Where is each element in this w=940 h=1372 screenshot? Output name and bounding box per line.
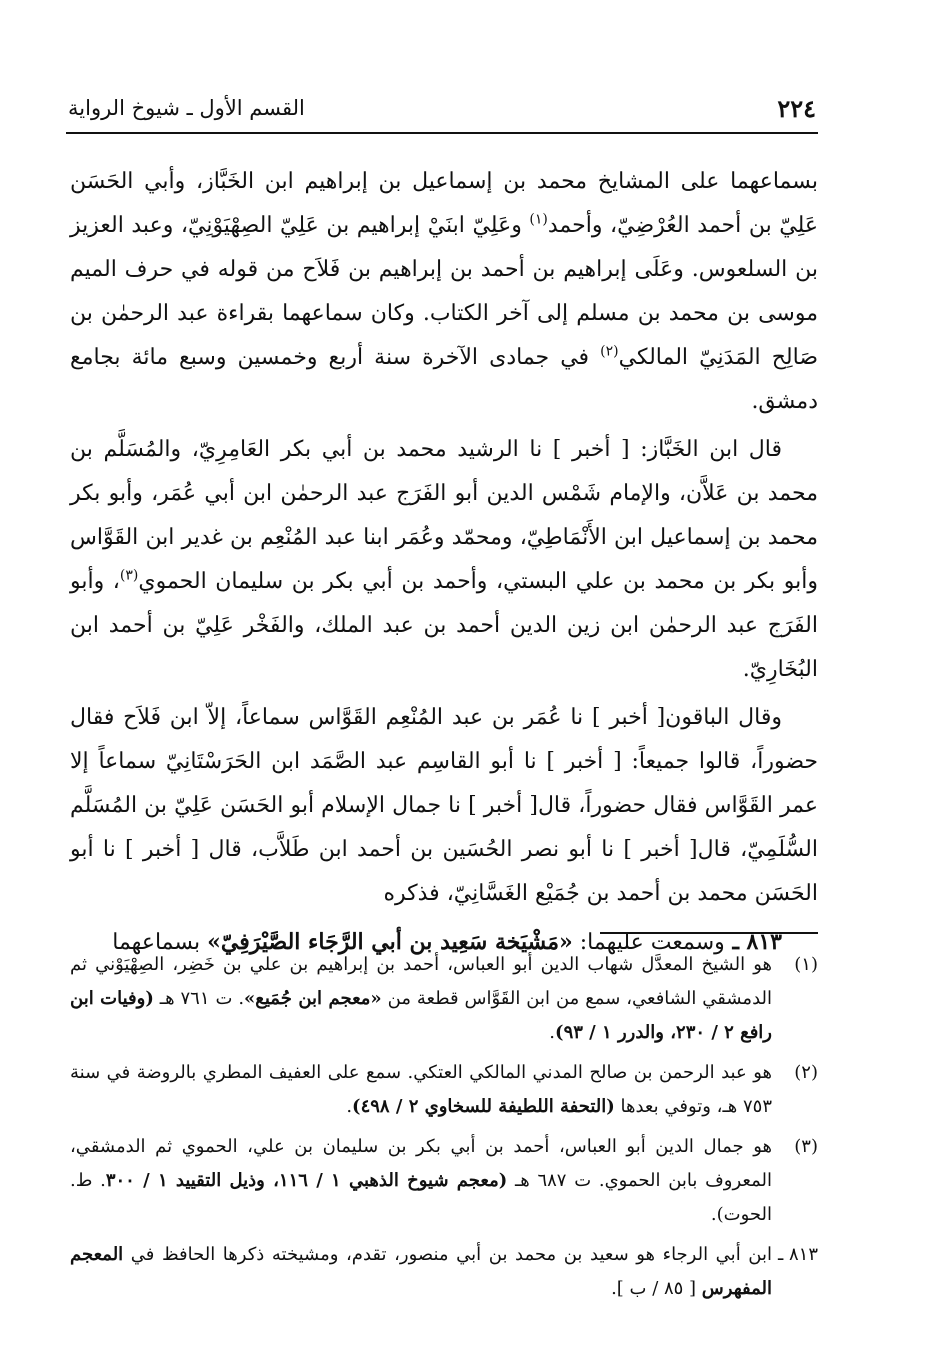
footnote-4-source-title: المعجم المفهرس [70, 1244, 772, 1299]
footnote-divider [600, 932, 818, 934]
paragraph-2 [70, 428, 818, 692]
footnote-2 [70, 1056, 818, 1124]
footnote-2-marker: (٢) [794, 1062, 818, 1083]
footnote-3-part-b: . ط. الحوت). [70, 1170, 772, 1225]
footnote-2-references: (التحفة اللطيفة للسخاوي ٢ / ٤٩٨) [352, 1096, 615, 1117]
footnote-3-references: (معجم شيوخ الذهبي ١ / ١١٦، وذيل التقييد ١ / ٣٠٠ [105, 1170, 508, 1191]
footnote-3-text [70, 1130, 772, 1232]
running-title: القسم الأول ـ شيوخ الرواية [68, 96, 305, 120]
paragraph-2-part-b: ، وأبو الفَرَج عبد الرحمٰن ابن زين الدين أحمد بن عبد الملك، والفَخْر عَلِيّ بن أحمد ابن البُخَارِيّ. [70, 569, 818, 682]
footnote-1 [70, 948, 818, 1050]
paragraph-1-part-c: في جمادى الآخرة سنة أربع وخمسين وسبع مائة بجامع دمشق. [70, 345, 818, 414]
footnote-3 [70, 1130, 818, 1232]
footnote-1-marker: (١) [794, 954, 818, 975]
footnotes [70, 948, 818, 1312]
footnote-1-part-b: . ت ٧٦١ هـ [153, 988, 245, 1009]
footnote-4 [70, 1238, 818, 1306]
footnote-1-source-title: «معجم ابن جُمَيع» [244, 988, 382, 1009]
entry-tail: بسماعهما [112, 930, 208, 955]
footnote-4-part-b: [ ٨٥ / ب ]. [611, 1278, 702, 1299]
paragraph-2-part-a: قال ابن الخَبَّاز: [ أخبر ] نا الرشيد محمد بن أبي بكر العَامِرِيّ، والمُسَلَّم بن محمد بن عَلاَّن، والإمام شَمْس الدين أبو الفَرَج عبد الرحمٰن ابن أبي عُمَر، وأبو بكر محمد بن إسماعيل ابن الأَنْمَاطِيّ، ومحمّد وعُمَر ابنا عبد المُنْعِم بن غدير ابن القَوَّاس وأبو بكر بن محمد بن علي البستي، وأحمد بن أبي بكر بن سليمان الحموي [70, 437, 818, 594]
paragraph-3: وقال الباقون[ أخبر ] نا عُمَر بن عبد المُنْعِم القَوَّاس سماعاً، إلاّ ابن فَلاَح فقال حضوراً، قالوا جميعاً: [ أخبر ] نا أبو القاسِم عبد الصَّمَد ابن الحَرَسْتَانِيّ سماعاً إلا عمر القَوَّاس فقال حضوراً، قال[ أخبر ] نا جمال الإسلام أبو الحَسَن عَلِيّ بن المُسَلَّم السُّلَمِيّ، قال[ أخبر ] نا أبو نصر الحُسَين بن أحمد ابن طَلاَّب، قال [ أخبر ] نا أبو الحَسَن محمد بن أحمد بن جُمَيْع الغَسَّانِيّ، فذكره [70, 705, 819, 906]
main-text [70, 160, 818, 969]
footnote-ref-3: (٣) [119, 567, 139, 584]
page-header [66, 92, 818, 134]
footnote-1-references: (وفيات ابن رافع ٢ / ٢٣٠، والدرر ١ / ٩٣) [70, 988, 772, 1043]
footnote-4-marker: ٨١٣ ـ [777, 1244, 818, 1265]
paragraph-1-part-a: بسماعهما على المشايخ محمد بن إسماعيل بن إبراهيم ابن الخَبَّاز، وأبي الحَسَن عَلِيّ بن أحمد العُرْضِيّ، وأحمد [70, 169, 818, 238]
footnote-ref-1: (١) [529, 211, 548, 228]
footnote-4-part-a: ابن أبي الرجاء هو سعيد بن محمد بن أبي منصور، تقدم، ومشيخته ذكرها الحافظ في [123, 1244, 772, 1265]
footnote-ref-2: (٢) [600, 343, 619, 360]
footnote-1-part-a: هو الشيخ المعدَّل شهاب الدين أبو العباس، أحمد بن إبراهيم بن علي بن خَضِر، الصِهْيَوْني ثم الدمشقي الشافعي، سمع من ابن القَوَّاس قطعة من [70, 954, 773, 1009]
entry-lead: وسمعت عليهما: [572, 930, 725, 955]
footnote-2-part-b: . [346, 1096, 353, 1117]
entry-title: «مَشْيَخة سَعِيد بن أبي الرَّجَاء الصَّيْرَفِيّ» [207, 929, 573, 955]
footnote-4-text [70, 1238, 772, 1306]
paragraph-1-part-b: وعَلِيّ ابنَيْ إبراهيم بن عَلِيّ الصِهْيَوْنِيّ، وعبد العزيز بن السلعوس. وعَلَى إبراهيم بن أحمد بن إبراهيم بن فَلاَح من قوله في حرف الميم موسى بن محمد بن مسلم إلى آخر الكتاب. وكان سماعهما بقراءة عبد الرحمٰن بن صَالِح المَدَنِيّ المالكي [70, 213, 818, 370]
footnote-3-marker: (٣) [794, 1136, 818, 1157]
footnote-3-part-a: هو جمال الدين أبو العباس، أحمد بن أبي بكر بن سليمان بن علي، الحموي ثم الدمشقي، المعروف بابن الحموي. ت ٦٨٧ هـ [70, 1136, 772, 1191]
paragraph-1 [70, 160, 818, 424]
footnote-2-text [70, 1056, 772, 1124]
footnote-1-text [70, 948, 772, 1050]
footnote-2-part-a: هو عبد الرحمن بن صالح المدني المالكي العتكي. سمع على العفيف المطري بالروضة في سنة ٧٥٣ هـ، وتوفي بعدها [70, 1062, 772, 1117]
page-number: ٢٢٤ [777, 94, 816, 123]
footnote-1-part-c: . [549, 1022, 556, 1043]
entry-number: ٨١٣ ـ [724, 929, 782, 955]
